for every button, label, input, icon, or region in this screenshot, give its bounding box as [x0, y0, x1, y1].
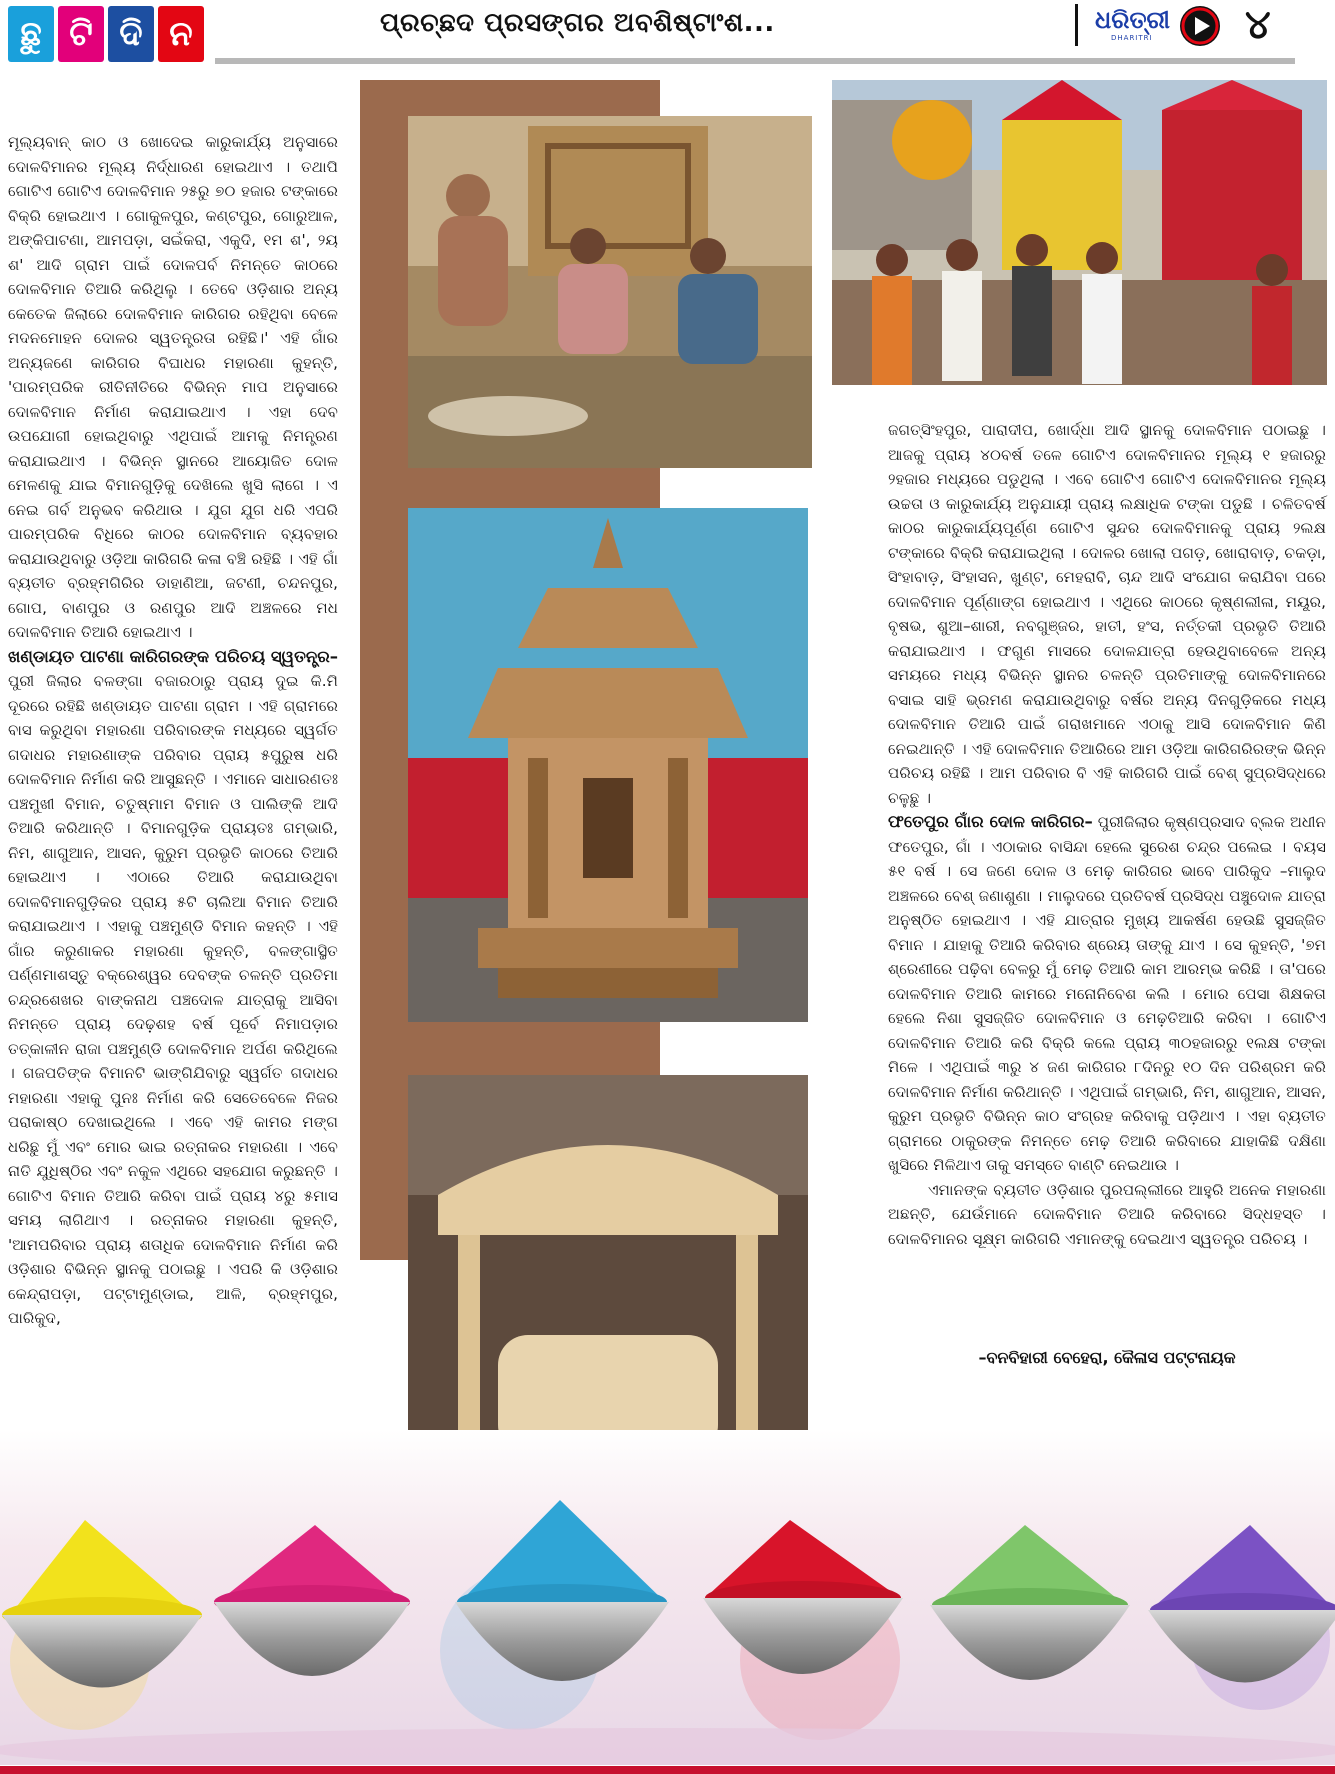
col3-paragraph: ଜଗତ୍‌ସିଂହପୁର, ପାରାଦୀପ, ଖୋର୍ଦ୍ଧା ଆଦି ସ୍ଥାନକୁ ଦୋଳବିମାନ ପଠାଇଛୁ । ଆଜକୁ ପ୍ରାୟ ୪୦ବର୍ଷ ତଳେ ଗୋଟିଏ ଦୋଳବିମାନର ମୂଲ୍ୟ ୧ ହଜାରରୁ ୨ହଜାର ମଧ୍ୟରେ ପଡୁଥିଲା । ଏବେ ଗୋଟିଏ ଗୋଟିଏ ଦୋଳବିମାନର ମୂଲ୍ୟ ଉଚ୍ଚତା ଓ କାରୁକାର୍ଯ୍ୟ ଅନୁଯାୟୀ ପ୍ରାୟ ଲକ୍ଷାଧିକ ଟଙ୍କା ପଡୁଛି । ଚଳିତବର୍ଷ କାଠର କାରୁକାର୍ଯ୍ୟପୂର୍ଣ୍ଣ ଗୋଟିଏ ସୁନ୍ଦର ଦୋଳବିମାନକୁ ପ୍ରାୟ ୨ଲକ୍ଷ ଟଙ୍କାରେ ବିକ୍ରି କରାଯାଇଥିଲା । ଦୋଳର ଖୋଲା ପଗଡ଼, ଖୋରାବାଡ଼, ଚକଡ଼ା, ସିଂହାବାଡ଼, ସିଂହାସନ, ଖୁଣ୍ଟ, ମେହରାବି, ଚାନ୍ଦ ଆଦି ସଂଯୋଗ କରାଯିବା ପରେ ଦୋଳବିମାନ ପୂର୍ଣ୍ଣାଙ୍ଗ ହୋଇଥାଏ । ଏଥିରେ କାଠରେ କୃଷ୍ଣଲୀଳା, ମୟୂର, ବୃଷଭ, ଶୁଆ–ଶାରୀ, ନବଗୁଞ୍ଜର, ହାତୀ, ହଂସ, ନର୍ତ୍ତକୀ ପ୍ରଭୃତି ତିଆରି କରାଯାଇଥାଏ । ଫଗୁଣ ମାସରେ ଦୋଳଯାତ୍ରା ହେଉଥିବାବେଳେ ଅନ୍ୟ ସମୟରେ ମଧ୍ୟ ବିଭିନ୍ନ ସ୍ଥାନର ଚଳନ୍ତି ପ୍ରତିମାଙ୍କୁ ଦୋଳବିମାନରେ ବସାଇ ସାହି ଭ୍ରମଣ କରାଯାଉଥିବାରୁ ବର୍ଷର ଅନ୍ୟ ଦିନଗୁଡ଼ିକରେ ମଧ୍ୟ ଦୋଳବିମାନ ତିଆରି ପାଇଁ ଗରାଖମାନେ ଏଠାକୁ ଆସି ଦୋଳବିମାନ କିଣି ନେଇଥାନ୍ତି । ଏହି ଦୋଳବିମାନ ତିଆରିରେ ଆମ ଓଡ଼ିଆ କାରିଗରିରଙ୍କ ଭିନ୍ନ ପରିଚୟ ରହିଛି । ଆମ ପରିବାର ବି ଏହି କାରିଗରି ପାଇଁ ବେଶ୍ ସୁପ୍ରସିଦ୍ଧରେ ଚଳୁଛୁ ।	[888, 421, 1326, 807]
col1-paragraph-2: ପୁରୀ ଜିଲାର ବଳଙ୍ଗା ବଜାରଠାରୁ ପ୍ରାୟ ଦୁଇ କି.ମି ଦୂରରେ ରହିଛି ଖଣ୍ଡାୟତ ପାଟଣା ଗ୍ରାମ । ଏହି ଗ୍ରାମରେ ବାସ କରୁଥିବା ମହାରଣା ପରିବାରଙ୍କ ମଧ୍ୟରେ ସ୍ୱର୍ଗତ ଗଦାଧର ମହାରଣାଙ୍କ ପରିବାର ପ୍ରାୟ ୫ପୁରୁଷ ଧରି ଦୋଳବିମାନ ନିର୍ମାଣ କରି ଆସୁଛନ୍ତି । ଏମାନେ ସାଧାରଣତଃ ପଞ୍ଚମୁଖୀ ବିମାନ, ଚତୁଷ୍ମାମ ବିମାନ ଓ ପାଲିଙ୍କି ଆଦି ତିଆରି କରିଥାନ୍ତି । ବିମାନଗୁଡ଼ିକ ପ୍ରାୟତଃ ଗମ୍ଭାରି, ନିମ, ଶାଗୁଆନ, ଆସନ, କୁରୁମ ପ୍ରଭୃତି କାଠରେ ତିଆରି ହୋଇଥାଏ । ଏଠାରେ ତିଆରି କରାଯାଉଥିବା ଦୋଳବିମାନଗୁଡ଼ିକର ପ୍ରାୟ ୫ଟି ଚାଲିଆ ବିମାନ ତିଆରି କରାଯାଇଥାଏ । ଏହାକୁ ପଞ୍ଚମୁଣ୍ଡି ବିମାନ କହନ୍ତି । ଏହି ଗାଁର କରୁଣାକର ମହାରଣା କୁହନ୍ତି, ବଳଙ୍ଗାସ୍ଥିତ ପର୍ଣ୍ଣମାଶସ୍ତୁ ବକ୍ରେଶ୍ୱର ଦେବଙ୍କ ଚଳନ୍ତି ପ୍ରତିମା ଚନ୍ଦ୍ରଶେଖର ବାଙ୍କନାଥ ପଞ୍ଚଦୋଳ ଯାତ୍ରାକୁ ଆସିବା ନିମନ୍ତେ ପ୍ରାୟ ଦେଢ଼ଶହ ବର୍ଷ ପୂର୍ବେ ନିମାପଡ଼ାର ତତ୍କାଳୀନ ରାଜା ପଞ୍ଚମୁଣ୍ଡି ଦୋଳବିମାନ ଅର୍ପଣ କରିଥିଲେ । ଗଜପତିଙ୍କ ବିମାନଟି ଭାଙ୍ଗିଯିବାରୁ ସ୍ୱର୍ଗତ ଗଦାଧର ମହାରଣା ଏହାକୁ ପୁନଃ ନିର୍ମାଣ କରି ସେତେବେଳେ ନିଜର ପରାକାଷ୍ଠ ଦେଖାଇଥିଲେ । ଏବେ ଏହି କାମର ମଙ୍ଗ ଧରିଛୁ ମୁଁ ଏବଂ ମୋର ଭାଇ ରତ୍ନାକର ମହାରଣା । ଏବେ ନାତି ଯୁଧିଷ୍ଠିର ଏବଂ ନକୁଳ ଏଥିରେ ସହଯୋଗ କରୁଛନ୍ତି । ଗୋଟିଏ ବିମାନ ତିଆରି କରିବା ପାଇଁ ପ୍ରାୟ ୪ରୁ ୫ମାସ ସମୟ ଲାଗିଥାଏ । ରତ୍ନାକର ମହାରଣା କୁହନ୍ତି, 'ଆମପରିବାର ପ୍ରାୟ ଶତାଧିକ ଦୋଳବିମାନ ନିର୍ମାଣ କରି ଓଡ଼ିଶାର ବିଭିନ୍ନ ସ୍ଥାନକୁ ପଠାଇଛୁ । ଏପରି କି ଓଡ଼ିଶାର କେନ୍ଦ୍ରାପଡ଼ା, ପଟ୍ଟାମୁଣ୍ଡାଇ, ଆଳି, ବ୍ରହ୍ମପୁର, ପାରିକୁଦ,	[8, 672, 338, 1327]
section-letter-4: ନ	[158, 6, 204, 62]
photo-dol-procession	[832, 80, 1327, 385]
subheading-khandayat-patana: ଖଣ୍ଡାୟତ ପାଟଣା କାରିଗରଙ୍କ ପରିଚୟ ସ୍ୱତନ୍ତ୍ର–	[8, 646, 338, 666]
col3-paragraph-3: ଏମାନଙ୍କ ବ୍ୟତୀତ ଓଡ଼ିଶାର ପୁରପଲ୍ଲୀରେ ଆହୁରି ଅନେକ ମହାରଣା ଅଛନ୍ତି, ଯେଉଁମାନେ ଦୋଳବିମାନ ତିଆରି କରିବାରେ ସିଦ୍ଧହସ୍ତ । ଦୋଳବିମାନର ସୂକ୍ଷ୍ମ କାରିଗରି ଏମାନଙ୍କୁ ଦେଇଥାଏ ସ୍ୱତନ୍ତ୍ର ପରିଚୟ ।	[888, 1180, 1326, 1248]
byline: –ବନବିହାରୀ ବେହେରା, କୈଳାସ ପଟ୍ଟନାୟକ	[978, 1348, 1236, 1367]
page-number: ୪	[1245, 2, 1271, 48]
masthead	[0, 0, 1335, 68]
section-letter-3: ଦି	[108, 6, 154, 62]
article-column-3	[888, 418, 1326, 1251]
page-headline: ପ୍ରଚ୍ଛଦ ପ୍ରସଙ୍ଗର ଅବଶିଷ୍ଟାଂଶ...	[380, 8, 775, 38]
section-letter-1: ଛୁ	[8, 6, 54, 62]
section-letter-2: ଟି	[58, 6, 104, 62]
header-rule	[215, 58, 1295, 64]
bottom-rule	[0, 1766, 1335, 1774]
photo-carved-vimana	[408, 508, 808, 1022]
logo-subtext: DHARITRI	[1111, 34, 1153, 42]
col1-paragraph: ମୂଲ୍ୟବାନ୍ କାଠ ଓ ଖୋଦେଇ କାରୁକାର୍ଯ୍ୟ ଅନୁସାରେ ଦୋଳବିମାନର ମୂଲ୍ୟ ନିର୍ଦ୍ଧାରଣ ହୋଇଥାଏ । ତଥାପି ଗୋଟିଏ ଗୋଟିଏ ଦୋଳବିମାନ ୨୫ରୁ ୭୦ ହଜାର ଟଙ୍କାରେ ବିକ୍ରି ହୋଇଥାଏ । ଗୋକୁଳପୁର, କଣ୍ଟପୁର, ଗୋରୁଆଳ, ଅଙ୍କିପାଟଣା, ଆମପଡ଼ା, ସଇଁକରା, ଏକୁଦି, ୧ମ ଶ', ୨ୟ ଶ' ଆଦି ଗ୍ରାମ ପାଇଁ ଦୋଳପର୍ବ ନିମନ୍ତେ କାଠରେ ଦୋଳବିମାନ ତିଆରି କରିଥିଲୁ । ତେବେ ଓଡ଼ିଶାର ଅନ୍ୟ କେତେକ ଜିଲାରେ ଦୋଳବିମାନ କାରିଗର ରହିଥିବା ବେଳେ ମଦନମୋହନ ଦୋଳର ସ୍ୱତନ୍ତ୍ରତା ରହିଛି।' ଏହି ଗାଁର ଅନ୍ୟଜଣେ କାରିଗର ବିଘାଧର ମହାରଣା କୁହନ୍ତି, 'ପାରମ୍ପରିକ ରୀତିନୀତିରେ ବିଭିନ୍ନ ମାପ ଅନୁସାରେ ଦୋଳବିମାନ ନିର୍ମାଣ କରାଯାଇଥାଏ । ଏହା ଦେବ ଉପଯୋଗୀ ହୋଇଥିବାରୁ ଏଥିପାଇଁ ଆମକୁ ନିମନ୍ତ୍ରଣ କରାଯାଇଥାଏ । ବିଭିନ୍ନ ସ୍ଥାନରେ ଆୟୋଜିତ ଦୋଳ ମେଳଣକୁ ଯାଇ ବିମାନଗୁଡ଼ିକୁ ଦେଖିଲେ ଖୁସି ଲାଗେ । ଏ ନେଇ ଗର୍ବ ଅନୁଭବ କରିଥାଉ । ଯୁଗ ଯୁଗ ଧରି ଏପରି ପାରମ୍ପରିକ ବିଧିରେ କାଠର ଦୋଳବିମାନ ବ୍ୟବହାର କରାଯାଉଥିବାରୁ ଓଡ଼ିଆ କାରିଗରି କଳା ବଞ୍ଚି ରହିଛି । ଏହି ଗାଁ ବ୍ୟତୀତ ବ୍ରହ୍ମଗିରିର ଡାହାଣିଆ, ଜଟଣୀ, ଚନ୍ଦନପୁର, ଗୋପ, ବାଣପୁର ଓ ରଣପୁର ଆଦି ଅଞ୍ଚଳରେ ମଧ ଦୋଳବିମାନ ତିଆରି ହୋଇଥାଏ ।	[8, 133, 338, 641]
photo-artisans-workshop	[408, 116, 812, 468]
play-icon[interactable]	[1180, 6, 1220, 46]
header-divider	[1075, 4, 1078, 46]
logo-text: ଧରିତ୍ରୀ	[1095, 6, 1170, 34]
col3-paragraph-2: ପୁରୀଜିଲାର କୃଷ୍ଣପ୍ରସାଦ ବ୍ଲକ ଅଧୀନ ଫତେପୁର, ଗାଁ । ଏଠାକାର ବାସିନ୍ଦା ହେଲେ ସୁରେଶ ଚନ୍ଦ୍ର ପଲେଇ । ବୟସ ୫୧ ବର୍ଷ । ସେ ଜଣେ ଦୋଳ ଓ ମେଢ଼ କାରିଗର ଭାବେ ପାରିକୁଦ –ମାଲୁଦ ଅଞ୍ଚଳରେ ବେଶ୍ ଜଣାଶୁଣା । ମାଲୁଦରେ ପ୍ରତିବର୍ଷ ପ୍ରସିଦ୍ଧ ପଞ୍ଚୁଦୋଳ ଯାତ୍ରା ଅନୁଷ୍ଠିତ ହୋଇଥାଏ । ଏହି ଯାତ୍ରାର ମୁଖ୍ୟ ଆକର୍ଷଣ ହେଉଛି ସୁସଜ୍ଜିତ ବିମାନ । ଯାହାକୁ ତିଆରି କରିବାର ଶ୍ରେୟ ତାଙ୍କୁ ଯାଏ । ସେ କୁହନ୍ତି, '୭ମ ଶ୍ରେଣୀରେ ପଢ଼ିବା ବେଳରୁ ମୁଁ ମେଢ଼ ତିଆରି କାମ ଆରମ୍ଭ କରିଛି । ତା'ପରେ ଦୋଳବିମାନ ତିଆରି କାମରେ ମନୋନିବେଶ କଲି । ମୋର ପେସା ଶିକ୍ଷକତା ହେଲେ ନିଶା ସୁସଜ୍ଜିତ ଦୋଳବିମାନ ଓ ମେଢ଼ତିଆରି କରିବା । ଗୋଟିଏ ଦୋଳବିମାନ ତିଆରି କରି ବିକ୍ରି କଲେ ପ୍ରାୟ ୩୦ହଜାରରୁ ୧ଲକ୍ଷ ଟଙ୍କା ମିଳେ । ଏଥିପାଇଁ ୩ରୁ ୪ ଜଣ କାରିଗର ୮ଦିନରୁ ୧୦ ଦିନ ପରିଶ୍ରମ କରି ଦୋଳବିମାନ ନିର୍ମାଣ କରିଥାନ୍ତି । ଏଥିପାଇଁ ଗମ୍ଭାରି, ନିମ, ଶାଗୁଆନ, ଆସନ, କୁରୁମ ପ୍ରଭୃତି ବିଭିନ୍ନ କାଠ ସଂଗ୍ରହ କରିବାକୁ ପଡ଼ିଥାଏ । ଏହା ବ୍ୟତୀତ ଗ୍ରାମରେ ଠାକୁରଙ୍କ ନିମନ୍ତେ ମେଢ଼ ତିଆରି କରିବାରେ ଯାହାକିଛି ଦକ୍ଷିଣା ଖୁସିରେ ମିଳିଥାଏ ତାକୁ ସମସ୍ତେ ବାଣ୍ଟି ନେଇଥାଉ ।	[888, 813, 1326, 1174]
subheading-fatepur: ଫତେପୁର ଗାଁର ଦୋଳ କାରିଗର–	[888, 812, 1093, 831]
publication-logo	[1095, 6, 1177, 42]
article-column-1	[8, 130, 338, 1331]
section-logo	[8, 6, 204, 62]
holi-colors-illustration	[0, 1430, 1335, 1765]
photo-carved-palanquin	[408, 1075, 808, 1475]
